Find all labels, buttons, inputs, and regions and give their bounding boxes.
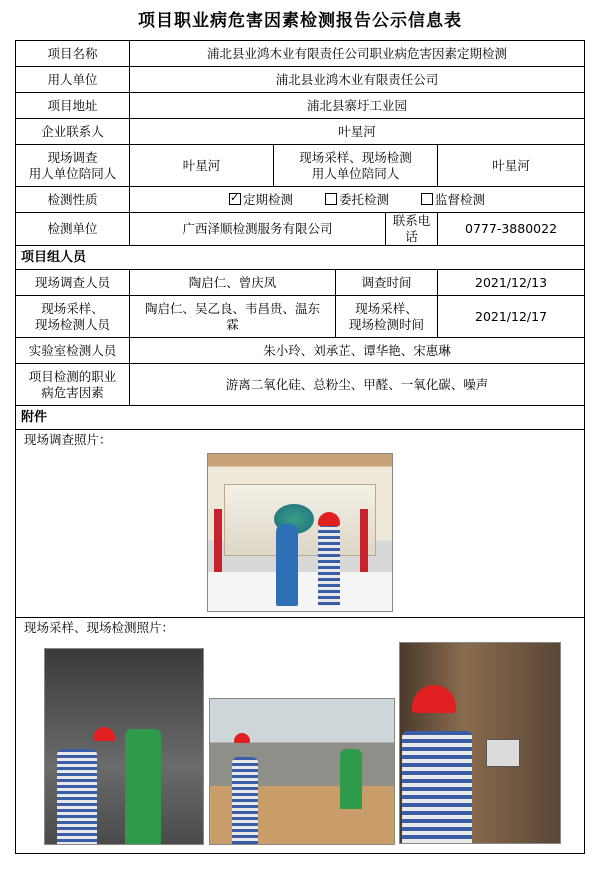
row-address bbox=[16, 93, 585, 119]
value-sampling-companion: 叶星河 bbox=[438, 145, 585, 187]
row-project-name bbox=[16, 41, 585, 67]
value-contact: 叶星河 bbox=[130, 119, 585, 145]
label-hazards: 项目检测的职业 病危害因素 bbox=[16, 364, 130, 406]
label-address: 项目地址 bbox=[16, 93, 130, 119]
option-periodic: ✓ 定期检测 bbox=[229, 192, 293, 207]
info-table bbox=[15, 40, 585, 854]
row-employer bbox=[16, 67, 585, 93]
person-figure bbox=[402, 731, 472, 843]
value-survey-companion: 叶星河 bbox=[130, 145, 274, 187]
value-address: 浦北县寨圩工业园 bbox=[130, 93, 585, 119]
detector-device bbox=[486, 739, 520, 767]
person-figure bbox=[125, 729, 161, 844]
person-figure bbox=[57, 749, 97, 844]
label-survey-time: 调查时间 bbox=[336, 270, 438, 296]
label-agency: 检测单位 bbox=[16, 213, 130, 246]
value-sampling-time: 2021/12/17 bbox=[438, 296, 585, 338]
label-lab-staff: 实验室检测人员 bbox=[16, 338, 130, 364]
checkbox-checked-icon bbox=[229, 193, 241, 205]
option-commissioned: 委托检测 bbox=[325, 192, 389, 207]
row-sampling-staff bbox=[16, 296, 585, 338]
person-figure bbox=[340, 749, 362, 809]
value-lab-staff: 朱小玲、刘承芷、谭华艳、宋惠琳 bbox=[130, 338, 585, 364]
row-contact bbox=[16, 119, 585, 145]
label-employer: 用人单位 bbox=[16, 67, 130, 93]
row-sampling-photos bbox=[16, 618, 585, 854]
sampling-photos-cell bbox=[16, 618, 585, 854]
nature-options bbox=[130, 187, 585, 213]
value-agency: 广西泽顺检测服务有限公司 bbox=[130, 213, 386, 246]
label-sampling-staff: 现场采样、 现场检测人员 bbox=[16, 296, 130, 338]
row-hazards bbox=[16, 364, 585, 406]
survey-photos-cell bbox=[16, 430, 585, 618]
option-supervisory: 监督检测 bbox=[421, 192, 485, 207]
checkbox-empty-icon bbox=[325, 193, 337, 205]
label-survey-staff: 现场调查人员 bbox=[16, 270, 130, 296]
row-agency bbox=[16, 213, 585, 246]
row-survey-staff bbox=[16, 270, 585, 296]
sampling-photo-1 bbox=[44, 648, 204, 845]
row-team-header bbox=[16, 246, 585, 270]
value-survey-staff: 陶启仁、曾庆凤 bbox=[130, 270, 336, 296]
label-contact: 企业联系人 bbox=[16, 119, 130, 145]
value-survey-time: 2021/12/13 bbox=[438, 270, 585, 296]
label-sampling-time: 现场采样、 现场检测时间 bbox=[336, 296, 438, 338]
helmet-icon bbox=[412, 685, 456, 713]
helmet-icon bbox=[93, 727, 115, 741]
row-attachments-header bbox=[16, 406, 585, 430]
sampling-photos-label: 现场采样、现场检测照片： bbox=[24, 620, 175, 635]
person-figure bbox=[318, 524, 340, 606]
value-hazards: 游离二氧化硅、总粉尘、甲醛、一氧化碳、噪声 bbox=[130, 364, 585, 406]
label-nature: 检测性质 bbox=[16, 187, 130, 213]
label-phone: 联系电话 bbox=[386, 213, 438, 246]
value-phone: 0777-3880022 bbox=[438, 213, 585, 246]
page-title: 项目职业病危害因素检测报告公示信息表 bbox=[138, 11, 462, 31]
label-project-name: 项目名称 bbox=[16, 41, 130, 67]
helmet-icon bbox=[234, 733, 250, 743]
value-sampling-staff: 陶启仁、吴乙良、韦昌贵、温东 霖 bbox=[130, 296, 336, 338]
row-lab-staff bbox=[16, 338, 585, 364]
value-employer: 浦北县业鸿木业有限责任公司 bbox=[130, 67, 585, 93]
survey-photos-label: 现场调查照片： bbox=[24, 432, 112, 447]
sampling-photo-2 bbox=[209, 698, 395, 845]
reception-desk bbox=[208, 572, 392, 611]
sampling-photo-3 bbox=[399, 642, 561, 844]
row-companion bbox=[16, 145, 585, 187]
person-figure bbox=[232, 757, 258, 844]
person-figure bbox=[276, 524, 298, 606]
section-team-header: 项目组人员 bbox=[16, 246, 585, 270]
label-survey-companion: 现场调查 用人单位陪同人 bbox=[16, 145, 130, 187]
row-survey-photos bbox=[16, 430, 585, 618]
survey-photo bbox=[207, 453, 393, 612]
value-project-name: 浦北县业鸿木业有限责任公司职业病危害因素定期检测 bbox=[130, 41, 585, 67]
row-nature bbox=[16, 187, 585, 213]
checkbox-empty-icon bbox=[421, 193, 433, 205]
section-attachments-header: 附件 bbox=[16, 406, 585, 430]
label-sampling-companion: 现场采样、现场检测 用人单位陪同人 bbox=[274, 145, 438, 187]
